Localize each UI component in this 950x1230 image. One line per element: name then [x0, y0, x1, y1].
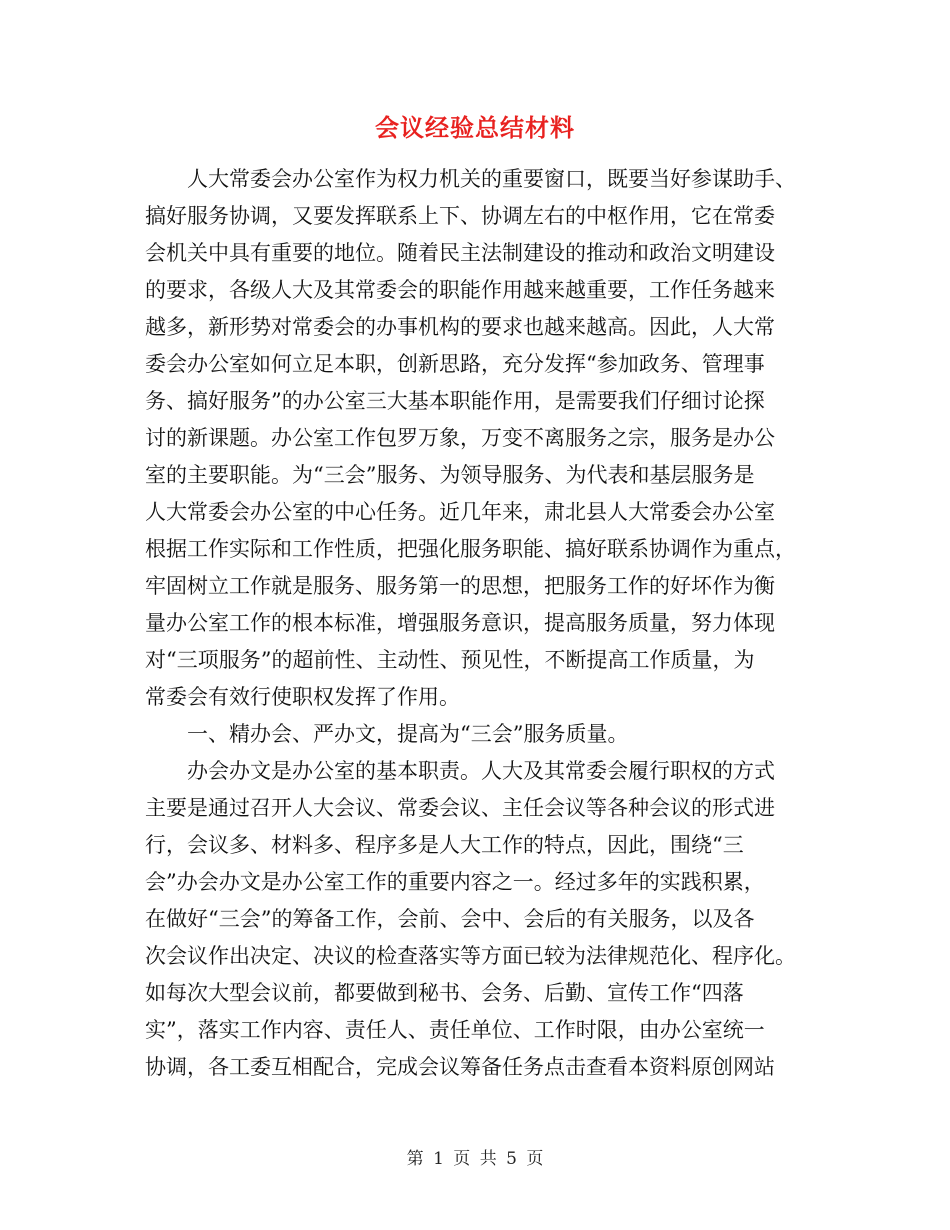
text-line: 人大常委会办公室的中心任务。近几年来，肃北县人大常委会办公室 — [145, 500, 775, 524]
page-number-footer: 第 1 页 共 5 页 — [406, 1149, 544, 1169]
text-line: 委会办公室如何立足本职，创新思路，充分发挥“参加政务、管理事 — [145, 352, 765, 376]
document-body — [145, 161, 810, 1086]
text-line: 行，会议多、材料多、程序多是人大工作的特点，因此，围绕“三 — [145, 833, 744, 857]
text-line: 讨的新课题。办公室工作包罗万象，万变不离服务之宗，服务是办公 — [145, 426, 775, 450]
text-line: 越多，新形势对常委会的办事机构的要求也越来越高。因此，人大常 — [145, 315, 775, 339]
text-line: 室的主要职能。为“三会”服务、为领导服务、为代表和基层服务是 — [145, 463, 755, 487]
text-line: 务、搞好服务”的办公室三大基本职能作用，是需要我们仔细讨论探 — [145, 389, 765, 413]
document-title: 会议经验总结材料 — [375, 114, 575, 142]
text-line: 实”，落实工作内容、责任人、责任单位、工作时限，由办公室统一 — [145, 1018, 765, 1042]
text-line: 量办公室工作的根本标准，增强服务意识，提高服务质量，努力体现 — [145, 611, 775, 635]
text-line: 会”办会办文是办公室工作的重要内容之一。经过多年的实践积累， — [145, 870, 765, 894]
text-line: 次会议作出决定、决议的检查落实等方面已较为法律规范化、程序化。 — [145, 944, 796, 968]
text-line: 在做好“三会”的筹备工作，会前、会中、会后的有关服务，以及各 — [145, 907, 755, 931]
text-line: 主要是通过召开人大会议、常委会议、主任会议等各种会议的形式进 — [145, 796, 775, 820]
section-heading: 一、精办会、严办文，提高为“三会”服务质量。 — [187, 722, 629, 746]
text-line: 的要求，各级人大及其常委会的职能作用越来越重要，工作任务越来 — [145, 278, 775, 302]
text-line: 协调，各工委互相配合，完成会议筹备任务点击查看本资料原创网站 — [145, 1055, 775, 1079]
text-line: 常委会有效行使职权发挥了作用。 — [145, 685, 460, 709]
text-line: 如每次大型会议前，都要做到秘书、会务、后勤、宣传工作“四落 — [145, 981, 744, 1005]
text-line: 人大常委会办公室作为权力机关的重要窗口，既要当好参谋助手、 — [187, 167, 796, 191]
text-line: 办会办文是办公室的基本职责。人大及其常委会履行职权的方式 — [187, 759, 775, 783]
text-line: 搞好服务协调，又要发挥联系上下、协调左右的中枢作用，它在常委 — [145, 204, 775, 228]
text-line: 根据工作实际和工作性质，把强化服务职能、搞好联系协调作为重点， — [145, 537, 796, 561]
text-line: 会机关中具有重要的地位。随着民主法制建设的推动和政治文明建设 — [145, 241, 775, 265]
text-line: 对“三项服务”的超前性、主动性、预见性，不断提高工作质量，为 — [145, 648, 755, 672]
text-line: 牢固树立工作就是服务、服务第一的思想，把服务工作的好坏作为衡 — [145, 574, 775, 598]
